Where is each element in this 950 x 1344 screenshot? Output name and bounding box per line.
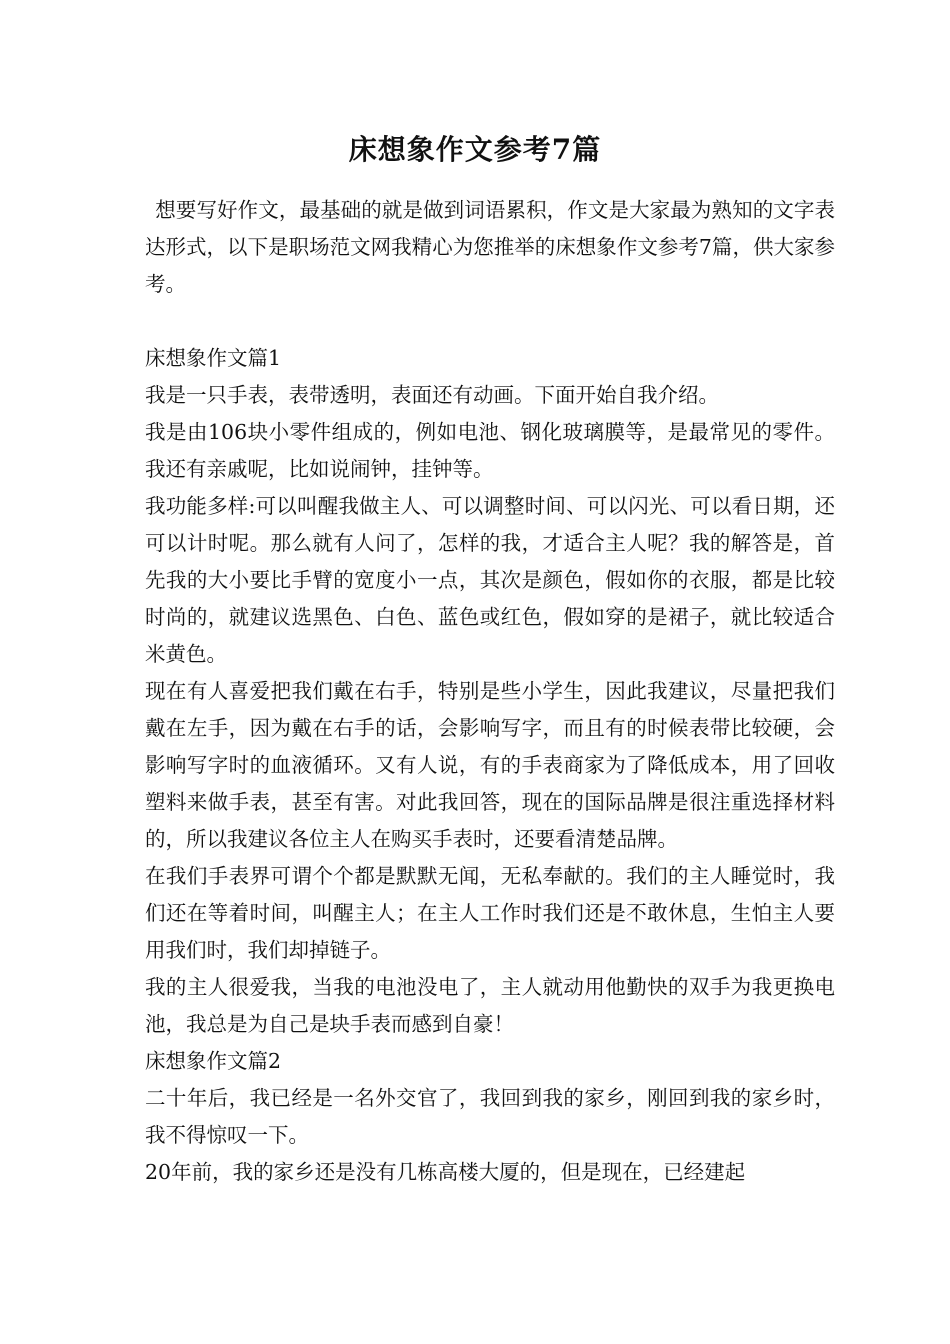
body-paragraph: 我功能多样:可以叫醒我做主人、可以调整时间、可以闪光、可以看日期，还可以计时呢。那么就有人问了，怎样的我，才适合主人呢？我的解答是，首先我的大小要比手臂的宽度小一点，其次是颜色，假如你的衣服，都是比较时尚的，就建议选黑色、白色、蓝色或红色，假如穿的是裙子，就比较适合米黄色。 (145, 494, 835, 666)
body-paragraph: 二十年后，我已经是一名外交官了，我回到我的家乡，刚回到我的家乡时，我不得惊叹一下。 (145, 1086, 835, 1147)
body-paragraph: 20年前，我的家乡还是没有几栋高楼大厦的，但是现在，已经建起 (145, 1160, 746, 1184)
section-heading-2: 床想象作文篇2 (145, 1049, 282, 1073)
body-paragraph: 我是一只手表，表带透明，表面还有动画。下面开始自我介绍。 (145, 383, 719, 407)
document-body (145, 192, 835, 1191)
body-paragraph: 我的主人很爱我，当我的电池没电了，主人就动用他勤快的双手为我更换电池，我总是为自己是块手表而感到自豪！ (145, 975, 835, 1036)
body-paragraph: 在我们手表界可谓个个都是默默无闻，无私奉献的。我们的主人睡觉时，我们还在等着时间，叫醒主人；在主人工作时我们还是不敢休息，生怕主人要用我们时，我们却掉链子。 (145, 864, 835, 962)
intro-paragraph: 想要写好作文，最基础的就是做到词语累积，作文是大家最为熟知的文字表达形式，以下是职场范文网我精心为您推举的床想象作文参考7篇，供大家参考。 (145, 198, 835, 296)
paragraph-spacer (145, 303, 835, 340)
body-paragraph: 我是由106块小零件组成的，例如电池、钢化玻璃膜等，是最常见的零件。我还有亲戚呢，比如说闹钟，挂钟等。 (145, 420, 835, 481)
body-paragraph: 现在有人喜爱把我们戴在右手，特别是些小学生，因此我建议，尽量把我们戴在左手，因为戴在右手的话，会影响写字，而且有的时候表带比较硬，会影响写字时的血液循环。又有人说，有的手表商家为了降低成本，用了回收塑料来做手表，甚至有害。对此我回答，现在的国际品牌是很注重选择材料的，所以我建议各位主人在购买手表时，还要看清楚品牌。 (145, 679, 835, 851)
section-heading-1: 床想象作文篇1 (145, 346, 282, 370)
document-title: 床想象作文参考7篇 (348, 133, 602, 166)
